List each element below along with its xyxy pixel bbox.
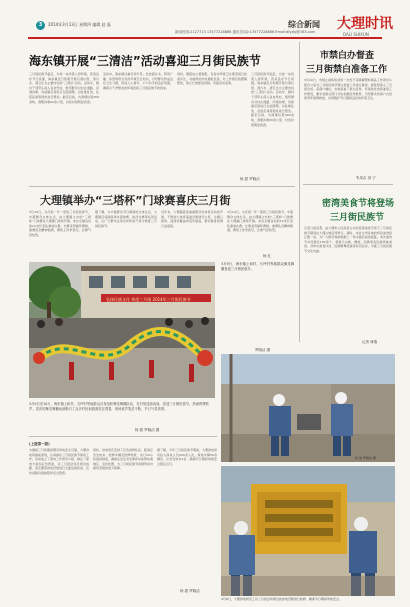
dragon-dance-scene — [29, 262, 215, 398]
divider — [29, 436, 217, 437]
article2-body-col4: 3月10日，为庆祝一年一度的三月街民族节，丰富群众文体生活，由大理镇主办的“三塔杯”门球赛在大理镇门球场开幕。来自全镇各村的12支代表队参加比赛。比赛采用循环赛制，参赛队员精神饱满，赛场上你争我夺，比赛气氛热烈。 — [227, 210, 293, 233]
article1-headline: 海东镇开展“三清洁”活动喜迎三月街民族节 — [29, 54, 261, 68]
issue-date-line: 2014年3月13日 星期四 编辑 赵 磊 — [48, 22, 111, 27]
article4-body: 3月10日，市禁止销售和使用一次性不可降解塑料制品工作领导小组办公室对三月街民族节禁白准备工作进行督查。督查组深入三月街会场、各商户摊位，实地查看了禁白宣传、环保袋发放等准备工作情况，要求各相关部门切实加强宣传教育，引导群众和商户自觉使用环保购物袋，共同维护节日期间良好的环境卫生。 — [304, 78, 392, 101]
article5-headline-line2: 三月街民族节 — [330, 213, 385, 223]
article1-body-col3: 同时，镇里成立督查组，对各村环境卫生情况进行检查评比，对做得好的村通报表扬，对工作滞后的限期整改，建立长效保洁机制，巩固活动成果。 — [177, 72, 247, 86]
newspaper-logo-subtitle: DALI SHIXUN — [343, 32, 369, 37]
contact-line: 新闻热线:2127713 13577228866 通讯员QQ:13577228866 Email:dlyzbj@163.com — [175, 30, 316, 34]
power-inspection-photo — [221, 354, 395, 462]
article2-byline: 杨 红 — [263, 254, 272, 258]
article3-byline: 杨 甜 罗晓洁 — [180, 589, 200, 593]
photo1-side-credit: 罗晓洁 摄 — [255, 348, 271, 352]
page-header — [0, 0, 410, 40]
divider — [29, 186, 295, 187]
article2-body-col2: 据了解，为丰富群众节日期间的文体生活，大理镇还将陆续举办篮球赛、拔河比赛等系列活动，让广大群众在欢乐祥和的气氛中欢度三月街民族节。 — [95, 210, 157, 228]
article4-headline-line2: 三月街禁白准备工作 — [306, 65, 388, 75]
generator-scene — [221, 466, 395, 596]
header-divider — [28, 37, 382, 39]
column-divider — [299, 42, 300, 342]
photo1-side-text: 3月9日，海东镇上和村、石坪村等地群众舞龙舞狮喜迎三月街民族节。 — [221, 262, 294, 271]
article1-body-col1: 三月街民族节临近，为进一步改善人居环境，营造良好节日氛围，海东镇近日积极开展以清垃圾、清污水、清卫生为主要内容的“三清洁”活动。活动中，镇村干部带头深入各自然村，组织群众对村庄道路、河道沟渠、房前屋后等进行全面清理，对乱堆乱放、乱搭乱建等现象进行整治。截至目前，共清理垃圾300余吨，清理沟渠20余公里，村容村貌明显改善。 — [29, 72, 99, 104]
article1-body-col4: 三月街民族节临近，为进一步改善人居环境，营造良好节日氛围，海东镇近日积极开展以清垃圾、清污水、清卫生为主要内容的“三清洁”活动。活动中，镇村干部带头深入各自然村，组织群众对村庄道路、河道沟渠、房前屋后等进行全面清理，对乱堆乱放、乱搭乱建等现象进行整治。截至目前，共清理垃圾300余吨，清理沟渠20余公里，村容村貌明显改善。 — [251, 72, 294, 127]
article4-byline: 朱凤吉 刘 宁 — [356, 176, 376, 180]
divider — [303, 184, 393, 185]
photo1-credit: 杨 甜 罗晓洁 摄 — [135, 428, 160, 432]
photo2-caption: 3月8日，大理供电局员工对三月街会场周边的供电设施进行检修，确保节日期间用电安全。 — [221, 597, 342, 601]
article5-body: 记者日前获悉，由大理市人民政府主办的密湾美食节将于三月街民族节期间在大理古城密湾举行。届时，来自全州各地的特色美食将汇聚一堂，为广大群众和游客献上一场丰盛的美食盛宴。本次美食节共设展位100余个，将展示白族、彝族、回族等各民族风味美食，并举办美食评选、民族歌舞表演等系列活动，丰富三月街民族节文化内涵。 — [304, 226, 392, 253]
article5-byline: 记者 林瑞 — [362, 340, 378, 344]
article3-body-col3: 据了解，今年三月街民族节期间，大理供电局共投入保电人员200余人次，保电车辆50余辆次，应急发电车2台，确保节日期间电网安全稳定运行。 — [157, 448, 217, 466]
article2-body-col3: 近年来，大理镇高度重视群众性体育活动的开展，不断加大体育基础设施建设力度，全镇门球场、篮球场覆盖率逐年提高，群众健身热情日益高涨。 — [161, 210, 223, 228]
article3-body-col1: 为确保三月街期间群众用电安全可靠，大理供电局提前谋划，认真做好三月街民族节保电工作。该局成立了保电工作领导小组，制定了保电方案和应急预案，对三月街会场及周边线路、变压器等供电设施进行全面巡视检查，及时消除设备缺陷和安全隐患。 — [29, 448, 89, 475]
article2-body-col1: 3月10日，为庆祝一年一度的三月街民族节，丰富群众文体生活，由大理镇主办的“三塔杯”门球赛在大理镇门球场开幕。来自全镇各村的12支代表队参加比赛。比赛采用循环赛制，参赛队员精神饱满，赛场上你争我夺，比赛气氛热烈。 — [29, 210, 91, 237]
article4-headline-line1: 市禁白办督查 — [320, 51, 375, 61]
section-name: 综合新闻 — [288, 20, 320, 29]
inspection-scene — [221, 354, 395, 462]
newspaper-logo: 大理时讯 — [337, 16, 393, 32]
article1-byline: 杨 甜 罗晓洁 — [240, 177, 260, 181]
article1-body-col2: 活动中，海东镇注重宣传引导，发放倡议书，利用广播、标语等形式宣传环境卫生知识，引导群众养成良好卫生习惯，形成人人参与、户户动手的良好氛围，确保以干净整洁的环境迎接三月街民族节的到来。 — [103, 72, 173, 90]
article2-headline: 大理镇举办“三塔杯”门球赛喜庆三月街 — [40, 194, 231, 207]
photo1-caption: 3月9日至10日，海东镇上和村、石坪村等地群众自发组织舞龙舞狮队伍，在村里巡游表演，喜迎三月街民族节。热闹的锣鼓声、喜庆的舞龙舞狮表演吸引了众多村民和游客驻足观看，现场欢声笑语不断，节日气氛浓厚。 — [29, 402, 209, 411]
photo2-credit: 杨 甜 罗晓洁 摄 — [355, 456, 376, 460]
photo-banner-text: 弘扬民族文化 欢度三月街 2014年三月街民族节 — [106, 297, 191, 302]
article5-headline-line1: 密湾美食节将登场 — [322, 199, 395, 209]
dragon-dance-photo — [29, 262, 215, 398]
generator-photo — [221, 466, 395, 596]
article3-body-col2: 同时，供电局还安排了应急抢修队伍，配备应急发电车、抢修车辆及抢修物资，实行24小时值班制度，确保在发生突发事件时能够快速响应、及时处置，为三月街民族节的顺利举办提供坚强的电力保障。 — [93, 448, 153, 471]
article3-continuation-note: (上接第一版) — [29, 442, 50, 446]
page-number-badge: 3 — [36, 21, 45, 30]
